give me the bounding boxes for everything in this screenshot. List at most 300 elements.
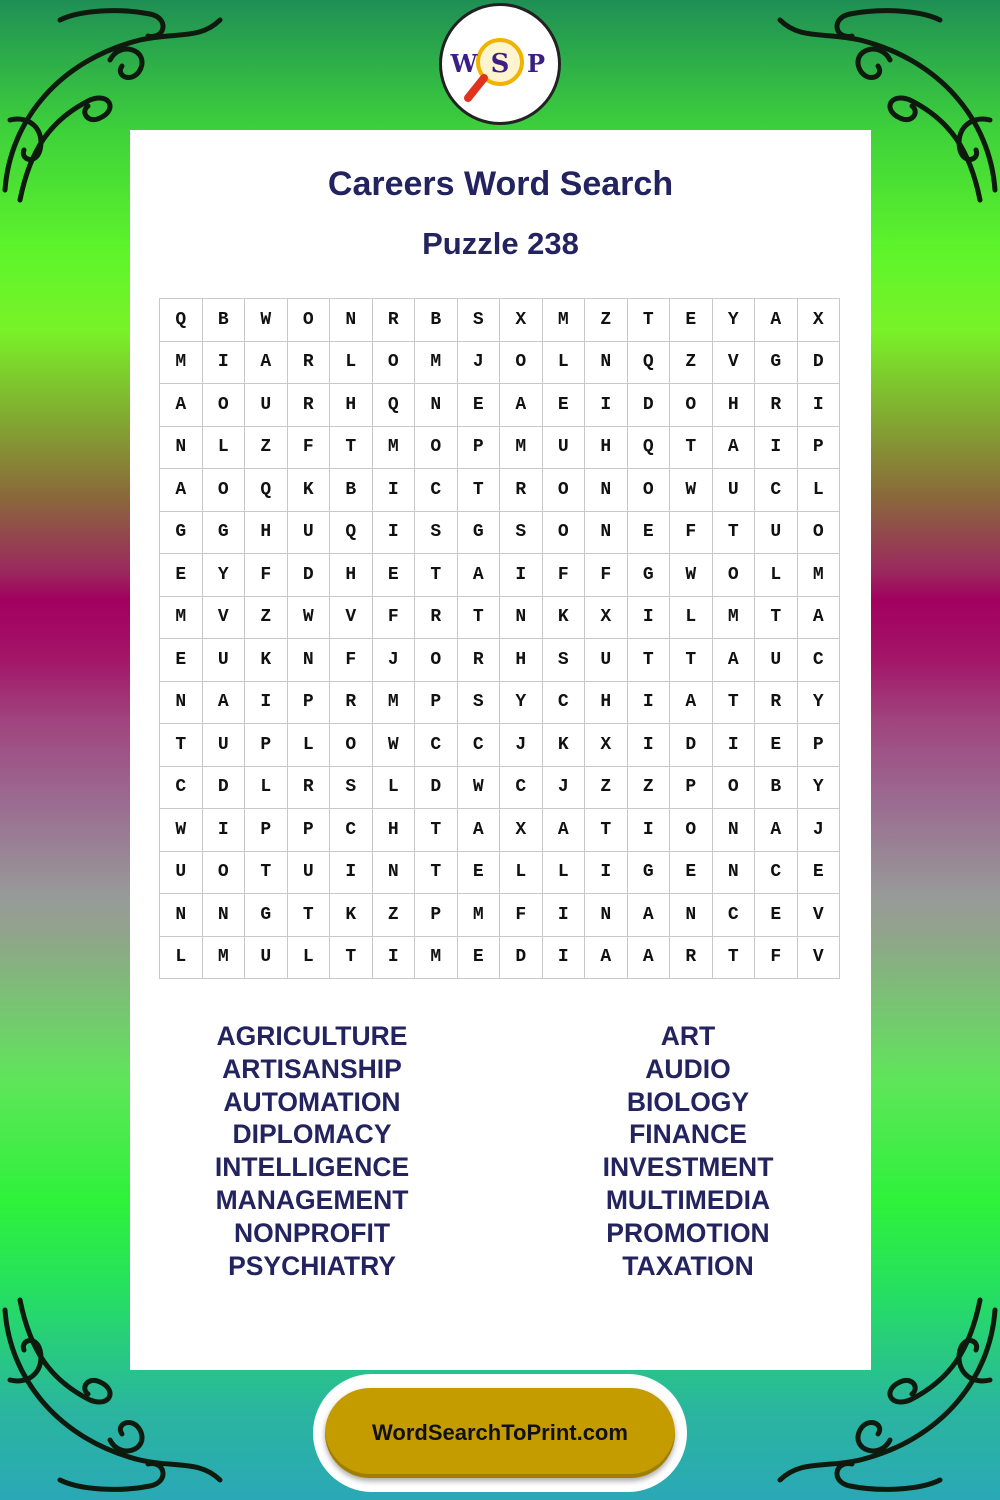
grid-cell[interactable]: Q: [160, 299, 203, 342]
grid-cell[interactable]: T: [287, 894, 330, 937]
grid-cell[interactable]: G: [160, 511, 203, 554]
grid-cell[interactable]: U: [755, 639, 798, 682]
grid-cell[interactable]: F: [670, 511, 713, 554]
site-link-button[interactable]: [325, 1388, 675, 1478]
page-title: Careers Word Search: [327, 165, 674, 203]
puzzle-panel: [130, 130, 871, 1370]
grid-cell[interactable]: T: [330, 426, 373, 469]
grid-cell[interactable]: J: [500, 724, 543, 767]
grid-cell[interactable]: K: [245, 639, 288, 682]
grid-cell[interactable]: D: [415, 766, 458, 809]
grid-cell[interactable]: T: [245, 851, 288, 894]
grid-cell[interactable]: N: [670, 894, 713, 937]
grid-cell[interactable]: I: [202, 809, 245, 852]
grid-cell[interactable]: N: [372, 851, 415, 894]
grid-cell[interactable]: E: [755, 724, 798, 767]
grid-cell[interactable]: K: [542, 724, 585, 767]
grid-cell[interactable]: Q: [627, 426, 670, 469]
grid-cell[interactable]: G: [755, 341, 798, 384]
grid-cell[interactable]: T: [415, 851, 458, 894]
letter-grid: [159, 298, 840, 979]
grid-row: [160, 724, 840, 767]
grid-cell[interactable]: A: [457, 809, 500, 852]
grid-cell[interactable]: L: [670, 596, 713, 639]
grid-cell[interactable]: P: [245, 809, 288, 852]
grid-row: [160, 596, 840, 639]
grid-row: [160, 426, 840, 469]
grid-cell[interactable]: N: [415, 384, 458, 427]
wsp-logo[interactable]: [439, 3, 561, 125]
grid-cell[interactable]: R: [372, 299, 415, 342]
grid-cell[interactable]: L: [755, 554, 798, 597]
grid-cell[interactable]: O: [670, 809, 713, 852]
grid-cell[interactable]: Y: [712, 299, 755, 342]
grid-cell[interactable]: E: [627, 511, 670, 554]
grid-cell[interactable]: N: [202, 894, 245, 937]
grid-cell[interactable]: A: [542, 809, 585, 852]
grid-cell[interactable]: H: [500, 639, 543, 682]
grid-cell[interactable]: F: [585, 554, 628, 597]
grid-cell[interactable]: T: [585, 809, 628, 852]
grid-cell[interactable]: E: [160, 639, 203, 682]
grid-cell[interactable]: A: [160, 469, 203, 512]
grid-cell[interactable]: E: [457, 851, 500, 894]
grid-cell[interactable]: I: [372, 936, 415, 979]
grid-cell[interactable]: Y: [202, 554, 245, 597]
grid-cell[interactable]: R: [755, 384, 798, 427]
grid-cell[interactable]: E: [160, 554, 203, 597]
grid-cell[interactable]: V: [330, 596, 373, 639]
grid-cell[interactable]: Z: [245, 596, 288, 639]
grid-cell[interactable]: O: [542, 469, 585, 512]
grid-cell[interactable]: T: [712, 511, 755, 554]
grid-row: [160, 809, 840, 852]
grid-cell[interactable]: O: [627, 469, 670, 512]
grid-cell[interactable]: H: [712, 384, 755, 427]
grid-cell[interactable]: M: [415, 936, 458, 979]
word-list-item: ART: [660, 1021, 716, 1051]
grid-cell[interactable]: B: [202, 299, 245, 342]
grid-cell[interactable]: J: [372, 639, 415, 682]
grid-cell[interactable]: S: [457, 681, 500, 724]
grid-cell[interactable]: H: [245, 511, 288, 554]
grid-cell[interactable]: A: [245, 341, 288, 384]
grid-cell[interactable]: I: [627, 596, 670, 639]
grid-cell[interactable]: Q: [330, 511, 373, 554]
grid-cell[interactable]: I: [627, 809, 670, 852]
word-list-item: PROMOTION: [606, 1217, 770, 1248]
grid-cell[interactable]: S: [415, 511, 458, 554]
grid-cell[interactable]: J: [797, 809, 840, 852]
grid-cell[interactable]: E: [372, 554, 415, 597]
grid-cell[interactable]: A: [670, 681, 713, 724]
word-list-item: AUTOMATION: [223, 1086, 401, 1117]
grid-cell[interactable]: P: [415, 894, 458, 937]
grid-cell[interactable]: R: [755, 681, 798, 724]
grid-cell[interactable]: S: [457, 299, 500, 342]
grid-cell[interactable]: P: [797, 426, 840, 469]
grid-cell[interactable]: A: [202, 681, 245, 724]
grid-cell[interactable]: Y: [797, 766, 840, 809]
grid-cell[interactable]: G: [627, 554, 670, 597]
grid-cell[interactable]: Q: [245, 469, 288, 512]
grid-cell[interactable]: R: [287, 341, 330, 384]
word-list-item: TAXATION: [622, 1250, 754, 1281]
grid-cell[interactable]: T: [415, 809, 458, 852]
word-list-item: INTELLIGENCE: [214, 1152, 410, 1183]
grid-cell[interactable]: W: [670, 554, 713, 597]
grid-cell[interactable]: T: [755, 596, 798, 639]
grid-cell[interactable]: U: [287, 511, 330, 554]
grid-cell[interactable]: H: [585, 426, 628, 469]
grid-cell[interactable]: E: [797, 851, 840, 894]
grid-cell[interactable]: F: [287, 426, 330, 469]
grid-cell[interactable]: U: [585, 639, 628, 682]
grid-cell[interactable]: I: [712, 724, 755, 767]
grid-cell[interactable]: R: [670, 936, 713, 979]
grid-cell[interactable]: P: [287, 681, 330, 724]
grid-cell[interactable]: P: [287, 809, 330, 852]
grid-cell[interactable]: J: [457, 341, 500, 384]
grid-cell[interactable]: N: [712, 851, 755, 894]
grid-cell[interactable]: O: [712, 766, 755, 809]
grid-cell[interactable]: H: [330, 554, 373, 597]
grid-cell[interactable]: D: [670, 724, 713, 767]
grid-cell[interactable]: W: [372, 724, 415, 767]
grid-cell[interactable]: M: [160, 596, 203, 639]
grid-cell[interactable]: L: [542, 341, 585, 384]
grid-cell[interactable]: C: [755, 851, 798, 894]
grid-cell[interactable]: L: [797, 469, 840, 512]
grid-row: [160, 936, 840, 979]
grid-cell[interactable]: I: [372, 469, 415, 512]
grid-cell[interactable]: X: [500, 809, 543, 852]
grid-cell[interactable]: L: [542, 851, 585, 894]
grid-cell[interactable]: I: [372, 511, 415, 554]
grid-cell[interactable]: T: [457, 469, 500, 512]
grid-cell[interactable]: X: [500, 299, 543, 342]
grid-cell[interactable]: U: [245, 384, 288, 427]
grid-cell[interactable]: I: [585, 384, 628, 427]
grid-cell[interactable]: P: [457, 426, 500, 469]
grid-cell[interactable]: C: [457, 724, 500, 767]
grid-cell[interactable]: I: [755, 426, 798, 469]
grid-cell[interactable]: O: [712, 554, 755, 597]
grid-cell[interactable]: Q: [372, 384, 415, 427]
grid-cell[interactable]: R: [457, 639, 500, 682]
grid-cell[interactable]: O: [202, 384, 245, 427]
grid-cell[interactable]: G: [202, 511, 245, 554]
grid-cell[interactable]: C: [500, 766, 543, 809]
grid-cell[interactable]: F: [372, 596, 415, 639]
grid-cell[interactable]: I: [500, 554, 543, 597]
grid-cell[interactable]: U: [202, 724, 245, 767]
grid-cell[interactable]: C: [330, 809, 373, 852]
grid-cell[interactable]: T: [627, 639, 670, 682]
word-list-item: MULTIMEDIA: [605, 1184, 771, 1215]
grid-cell[interactable]: S: [542, 639, 585, 682]
grid-cell[interactable]: R: [415, 596, 458, 639]
grid-cell[interactable]: A: [627, 894, 670, 937]
grid-cell[interactable]: M: [202, 936, 245, 979]
grid-row: [160, 554, 840, 597]
grid-cell[interactable]: U: [542, 426, 585, 469]
grid-cell[interactable]: M: [797, 554, 840, 597]
grid-cell[interactable]: M: [160, 341, 203, 384]
grid-cell[interactable]: K: [542, 596, 585, 639]
grid-cell[interactable]: L: [287, 936, 330, 979]
grid-cell[interactable]: N: [712, 809, 755, 852]
grid-cell[interactable]: A: [585, 936, 628, 979]
grid-cell[interactable]: E: [670, 851, 713, 894]
grid-cell[interactable]: X: [585, 596, 628, 639]
grid-cell[interactable]: I: [627, 724, 670, 767]
grid-row: [160, 639, 840, 682]
grid-cell[interactable]: F: [542, 554, 585, 597]
grid-cell[interactable]: A: [797, 596, 840, 639]
logo-letter-s: S: [490, 49, 510, 79]
grid-cell[interactable]: H: [372, 809, 415, 852]
grid-cell[interactable]: A: [755, 809, 798, 852]
grid-cell[interactable]: O: [670, 384, 713, 427]
grid-cell[interactable]: C: [415, 469, 458, 512]
grid-cell[interactable]: I: [585, 851, 628, 894]
grid-cell[interactable]: Y: [500, 681, 543, 724]
grid-cell[interactable]: B: [330, 469, 373, 512]
grid-cell[interactable]: M: [372, 681, 415, 724]
grid-cell[interactable]: C: [160, 766, 203, 809]
grid-cell[interactable]: L: [372, 766, 415, 809]
grid-cell[interactable]: A: [457, 554, 500, 597]
grid-cell[interactable]: F: [245, 554, 288, 597]
grid-cell[interactable]: V: [797, 936, 840, 979]
grid-cell[interactable]: I: [797, 384, 840, 427]
grid-cell[interactable]: E: [457, 384, 500, 427]
grid-cell[interactable]: I: [627, 681, 670, 724]
word-list-item: AUDIO: [645, 1053, 731, 1084]
grid-cell[interactable]: Z: [245, 426, 288, 469]
grid-cell[interactable]: Z: [627, 766, 670, 809]
grid-cell[interactable]: G: [245, 894, 288, 937]
footer-badge: [313, 1374, 687, 1492]
grid-cell[interactable]: T: [160, 724, 203, 767]
grid-cell[interactable]: S: [330, 766, 373, 809]
grid-cell[interactable]: Z: [585, 299, 628, 342]
grid-cell[interactable]: O: [542, 511, 585, 554]
grid-cell[interactable]: W: [457, 766, 500, 809]
grid-cell[interactable]: O: [797, 511, 840, 554]
grid-cell[interactable]: W: [670, 469, 713, 512]
grid-cell[interactable]: F: [500, 894, 543, 937]
grid-cell[interactable]: B: [415, 299, 458, 342]
grid-cell[interactable]: O: [415, 639, 458, 682]
grid-cell[interactable]: O: [372, 341, 415, 384]
grid-cell[interactable]: W: [287, 596, 330, 639]
grid-cell[interactable]: O: [330, 724, 373, 767]
grid-cell[interactable]: A: [755, 299, 798, 342]
grid-cell[interactable]: I: [330, 851, 373, 894]
grid-cell[interactable]: I: [245, 681, 288, 724]
grid-cell[interactable]: A: [627, 936, 670, 979]
grid-cell[interactable]: E: [755, 894, 798, 937]
grid-cell[interactable]: M: [457, 894, 500, 937]
grid-cell[interactable]: C: [797, 639, 840, 682]
word-list-item: BIOLOGY: [626, 1086, 750, 1117]
grid-cell[interactable]: I: [542, 936, 585, 979]
grid-row: [160, 384, 840, 427]
grid-cell[interactable]: F: [330, 639, 373, 682]
grid-cell[interactable]: Z: [670, 341, 713, 384]
grid-cell[interactable]: G: [627, 851, 670, 894]
grid-cell[interactable]: P: [415, 681, 458, 724]
puzzle-number: Puzzle 238: [422, 226, 579, 261]
grid-cell[interactable]: N: [585, 511, 628, 554]
grid-cell[interactable]: T: [457, 596, 500, 639]
grid-row: [160, 469, 840, 512]
word-list-item: MANAGEMENT: [215, 1184, 409, 1215]
logo-letter-p: P: [526, 49, 546, 78]
grid-cell[interactable]: F: [755, 936, 798, 979]
grid-cell[interactable]: U: [712, 469, 755, 512]
grid-cell[interactable]: N: [160, 894, 203, 937]
grid-cell[interactable]: N: [287, 639, 330, 682]
grid-cell[interactable]: P: [245, 724, 288, 767]
grid-cell[interactable]: R: [287, 766, 330, 809]
word-list-item: INVESTMENT: [602, 1152, 774, 1183]
grid-cell[interactable]: K: [330, 894, 373, 937]
grid-cell[interactable]: T: [712, 936, 755, 979]
grid-cell[interactable]: O: [287, 299, 330, 342]
grid-cell[interactable]: I: [542, 894, 585, 937]
grid-cell[interactable]: Z: [585, 766, 628, 809]
grid-cell[interactable]: N: [160, 681, 203, 724]
grid-cell[interactable]: U: [287, 851, 330, 894]
grid-row: [160, 681, 840, 724]
grid-cell[interactable]: E: [670, 299, 713, 342]
grid-cell[interactable]: R: [287, 384, 330, 427]
grid-cell[interactable]: A: [160, 384, 203, 427]
grid-cell[interactable]: B: [755, 766, 798, 809]
grid-cell[interactable]: A: [712, 639, 755, 682]
grid-cell[interactable]: L: [330, 341, 373, 384]
grid-cell[interactable]: O: [500, 341, 543, 384]
grid-cell[interactable]: T: [415, 554, 458, 597]
grid-cell[interactable]: T: [627, 299, 670, 342]
grid-cell[interactable]: D: [500, 936, 543, 979]
word-list-right: [538, 1020, 838, 1282]
grid-cell[interactable]: Z: [372, 894, 415, 937]
grid-cell[interactable]: U: [755, 511, 798, 554]
logo-letter-w: W: [450, 49, 478, 78]
grid-cell[interactable]: N: [585, 469, 628, 512]
grid-cell[interactable]: U: [245, 936, 288, 979]
grid-cell[interactable]: U: [160, 851, 203, 894]
grid-row: [160, 341, 840, 384]
grid-cell[interactable]: D: [627, 384, 670, 427]
grid-cell[interactable]: N: [500, 596, 543, 639]
grid-cell[interactable]: T: [330, 936, 373, 979]
grid-cell[interactable]: V: [797, 894, 840, 937]
grid-cell[interactable]: J: [542, 766, 585, 809]
grid-cell[interactable]: W: [245, 299, 288, 342]
grid-cell[interactable]: M: [542, 299, 585, 342]
grid-cell[interactable]: R: [330, 681, 373, 724]
grid-cell[interactable]: V: [202, 596, 245, 639]
grid-cell[interactable]: N: [585, 341, 628, 384]
grid-cell[interactable]: N: [585, 894, 628, 937]
grid-cell[interactable]: U: [202, 639, 245, 682]
grid-cell[interactable]: L: [245, 766, 288, 809]
grid-cell[interactable]: D: [797, 341, 840, 384]
word-list-item: DIPLOMACY: [232, 1119, 392, 1150]
grid-cell[interactable]: L: [287, 724, 330, 767]
grid-cell[interactable]: H: [330, 384, 373, 427]
grid-cell[interactable]: C: [415, 724, 458, 767]
grid-row: [160, 851, 840, 894]
grid-cell[interactable]: P: [670, 766, 713, 809]
grid-cell[interactable]: N: [160, 426, 203, 469]
grid-cell[interactable]: M: [500, 426, 543, 469]
word-list-left: [162, 1020, 462, 1282]
grid-cell[interactable]: T: [712, 681, 755, 724]
grid-cell[interactable]: W: [160, 809, 203, 852]
grid-cell[interactable]: G: [457, 511, 500, 554]
grid-cell[interactable]: M: [712, 596, 755, 639]
grid-cell[interactable]: M: [372, 426, 415, 469]
grid-cell[interactable]: S: [500, 511, 543, 554]
grid-cell[interactable]: I: [202, 341, 245, 384]
word-list-item: FINANCE: [629, 1119, 747, 1150]
grid-cell[interactable]: T: [670, 639, 713, 682]
grid-cell[interactable]: Q: [627, 341, 670, 384]
grid-cell[interactable]: K: [287, 469, 330, 512]
grid-cell[interactable]: C: [712, 894, 755, 937]
grid-cell[interactable]: X: [585, 724, 628, 767]
grid-cell[interactable]: M: [415, 341, 458, 384]
grid-cell[interactable]: E: [542, 384, 585, 427]
grid-cell[interactable]: X: [797, 299, 840, 342]
grid-cell[interactable]: V: [712, 341, 755, 384]
grid-cell[interactable]: O: [202, 851, 245, 894]
word-list-item: NONPROFIT: [233, 1217, 391, 1248]
grid-cell[interactable]: O: [202, 469, 245, 512]
site-link-label: WordSearchToPrint.com: [372, 1420, 628, 1445]
magnifier-icon: [442, 6, 558, 122]
grid-cell[interactable]: C: [755, 469, 798, 512]
grid-row: [160, 299, 840, 342]
grid-row: [160, 766, 840, 809]
grid-cell[interactable]: N: [330, 299, 373, 342]
word-list-item: PSYCHIATRY: [228, 1250, 396, 1281]
grid-row: [160, 511, 840, 554]
word-list-item: ARTISANSHIP: [222, 1053, 402, 1084]
grid-cell[interactable]: D: [287, 554, 330, 597]
grid-cell[interactable]: R: [500, 469, 543, 512]
grid-cell[interactable]: T: [670, 426, 713, 469]
grid-cell[interactable]: A: [500, 384, 543, 427]
grid-cell[interactable]: H: [585, 681, 628, 724]
grid-cell[interactable]: E: [457, 936, 500, 979]
grid-cell[interactable]: L: [202, 426, 245, 469]
grid-cell[interactable]: O: [415, 426, 458, 469]
grid-cell[interactable]: L: [500, 851, 543, 894]
grid-cell[interactable]: A: [712, 426, 755, 469]
grid-cell[interactable]: L: [160, 936, 203, 979]
grid-cell[interactable]: P: [797, 724, 840, 767]
grid-cell[interactable]: C: [542, 681, 585, 724]
grid-cell[interactable]: Y: [797, 681, 840, 724]
grid-cell[interactable]: D: [202, 766, 245, 809]
